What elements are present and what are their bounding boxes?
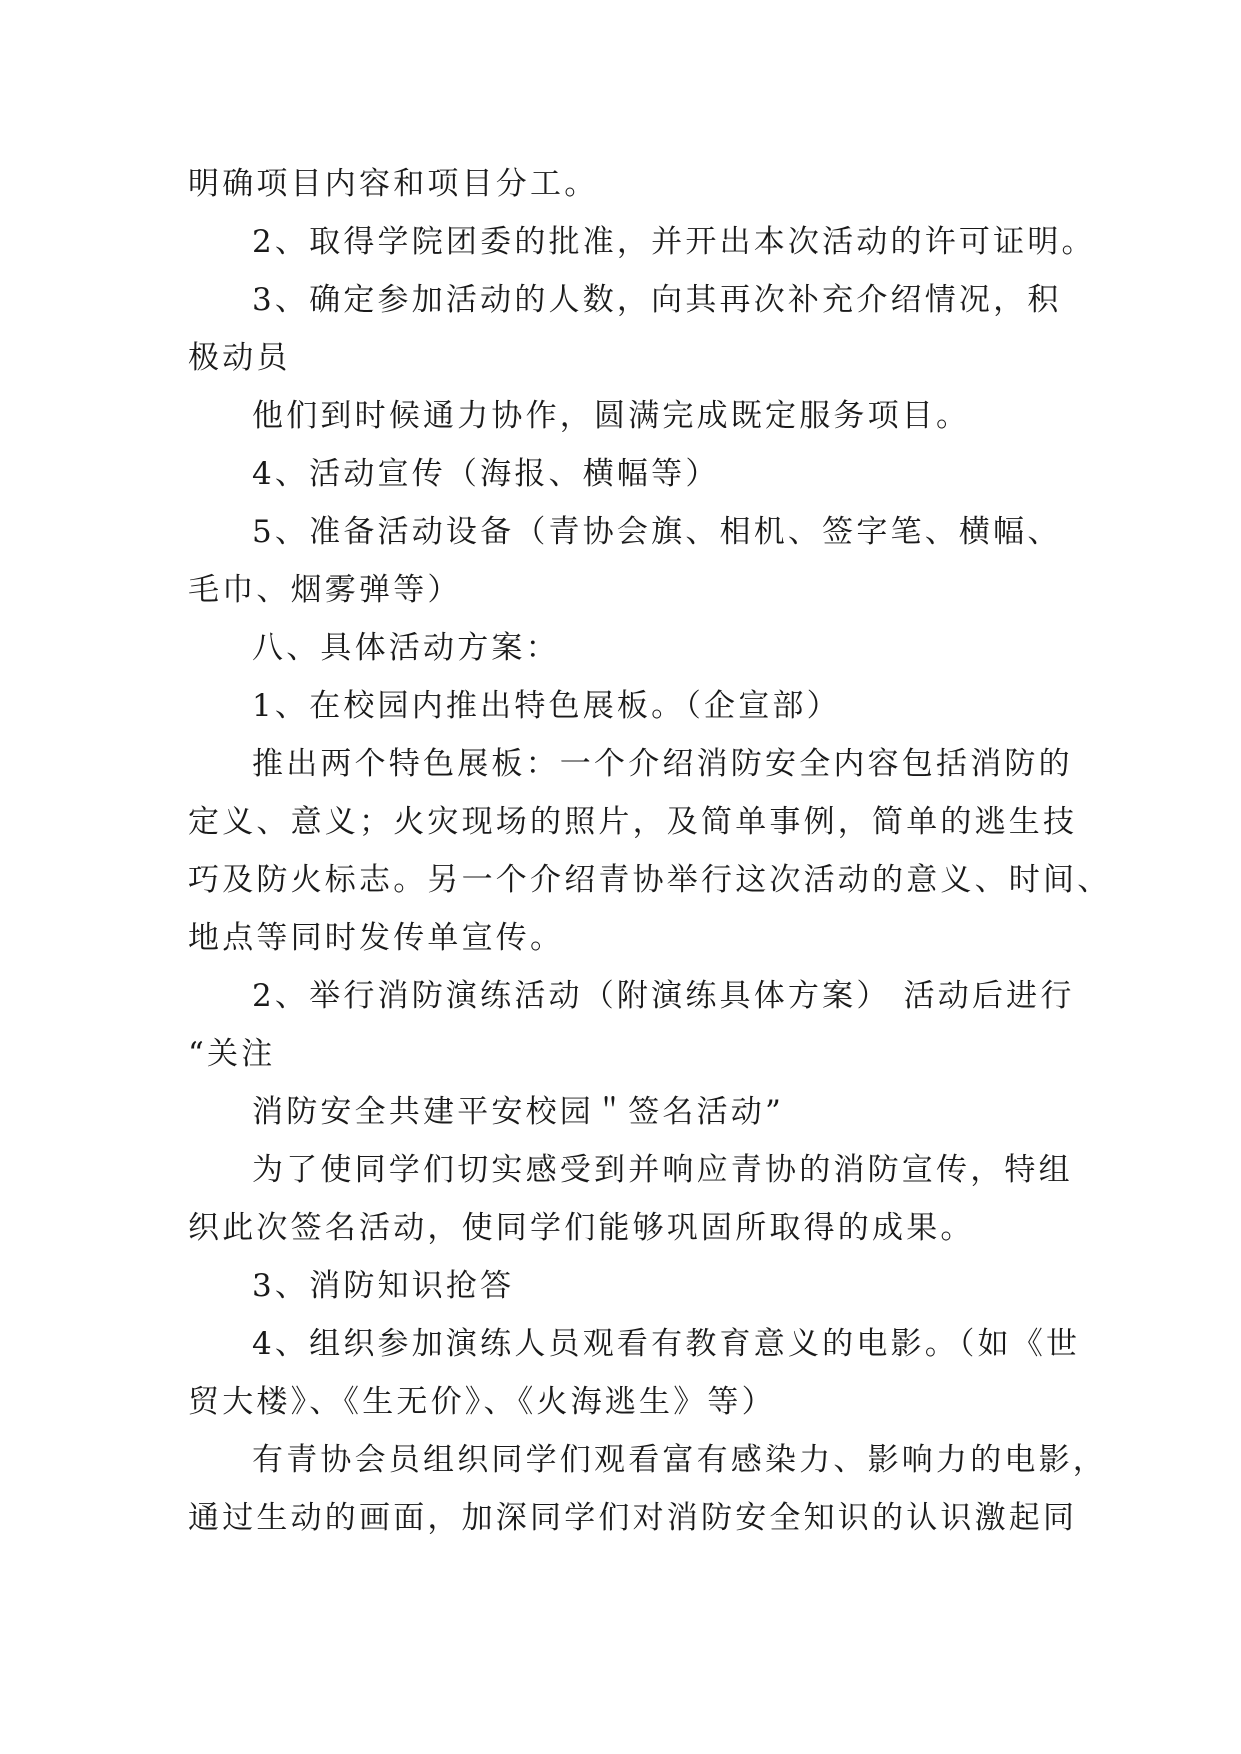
text-line-21: 4、组织参加演练人员观看有教育意义的电影。（如《世 [252,1326,1081,1362]
text-line-12: 定义、意义；火灾现场的照片，及简单事例，简单的逃生技 [188,804,1078,840]
text-line-3: 3、确定参加活动的人数，向其再次补充介绍情况，积 [252,282,1062,318]
text-line-11: 推出两个特色展板：一个介绍消防安全内容包括消防的 [252,746,1073,782]
text-line-24: 通过生动的画面，加深同学们对消防安全知识的认识激起同 [188,1500,1078,1536]
text-line-1: 明确项目内容和项目分工。 [188,166,599,202]
text-line-7: 5、准备活动设备（青协会旗、相机、签字笔、横幅、 [252,514,1062,550]
text-line-22: 贸大楼》、《生无价》、《火海逃生》等） [188,1384,776,1420]
text-line-6: 4、活动宣传（海报、横幅等） [252,456,720,492]
text-line-13: 巧及防火标志。另一个介绍青协举行这次活动的意义、时间、 [188,862,1112,898]
text-line-15: 2、举行消防演练活动（附演练具体方案） 活动后进行 [252,978,1075,1014]
text-line-8: 毛巾、烟雾弹等） [188,572,462,608]
section-heading: 八、具体活动方案： [252,630,560,666]
text-line-10: 1、在校园内推出特色展板。（企宣部） [252,688,841,724]
text-line-19: 织此次签名活动，使同学们能够巩固所取得的成果。 [188,1210,975,1246]
text-line-18: 为了使同学们切实感受到并响应青协的消防宣传，特组 [252,1152,1073,1188]
text-line-2: 2、取得学院团委的批准，并开出本次活动的许可证明。 [252,224,1096,260]
text-line-20: 3、消防知识抢答 [252,1268,515,1304]
text-line-17: 消防安全共建平安校园＂签名活动” [252,1094,785,1130]
text-line-16: “关注 [188,1036,276,1072]
text-line-23: 有青协会员组织同学们观看富有感染力、影响力的电影， [252,1442,1107,1478]
text-line-5: 他们到时候通力协作，圆满完成既定服务项目。 [252,398,971,434]
text-line-4: 极动员 [188,340,291,376]
text-line-14: 地点等同时发传单宣传。 [188,920,565,956]
